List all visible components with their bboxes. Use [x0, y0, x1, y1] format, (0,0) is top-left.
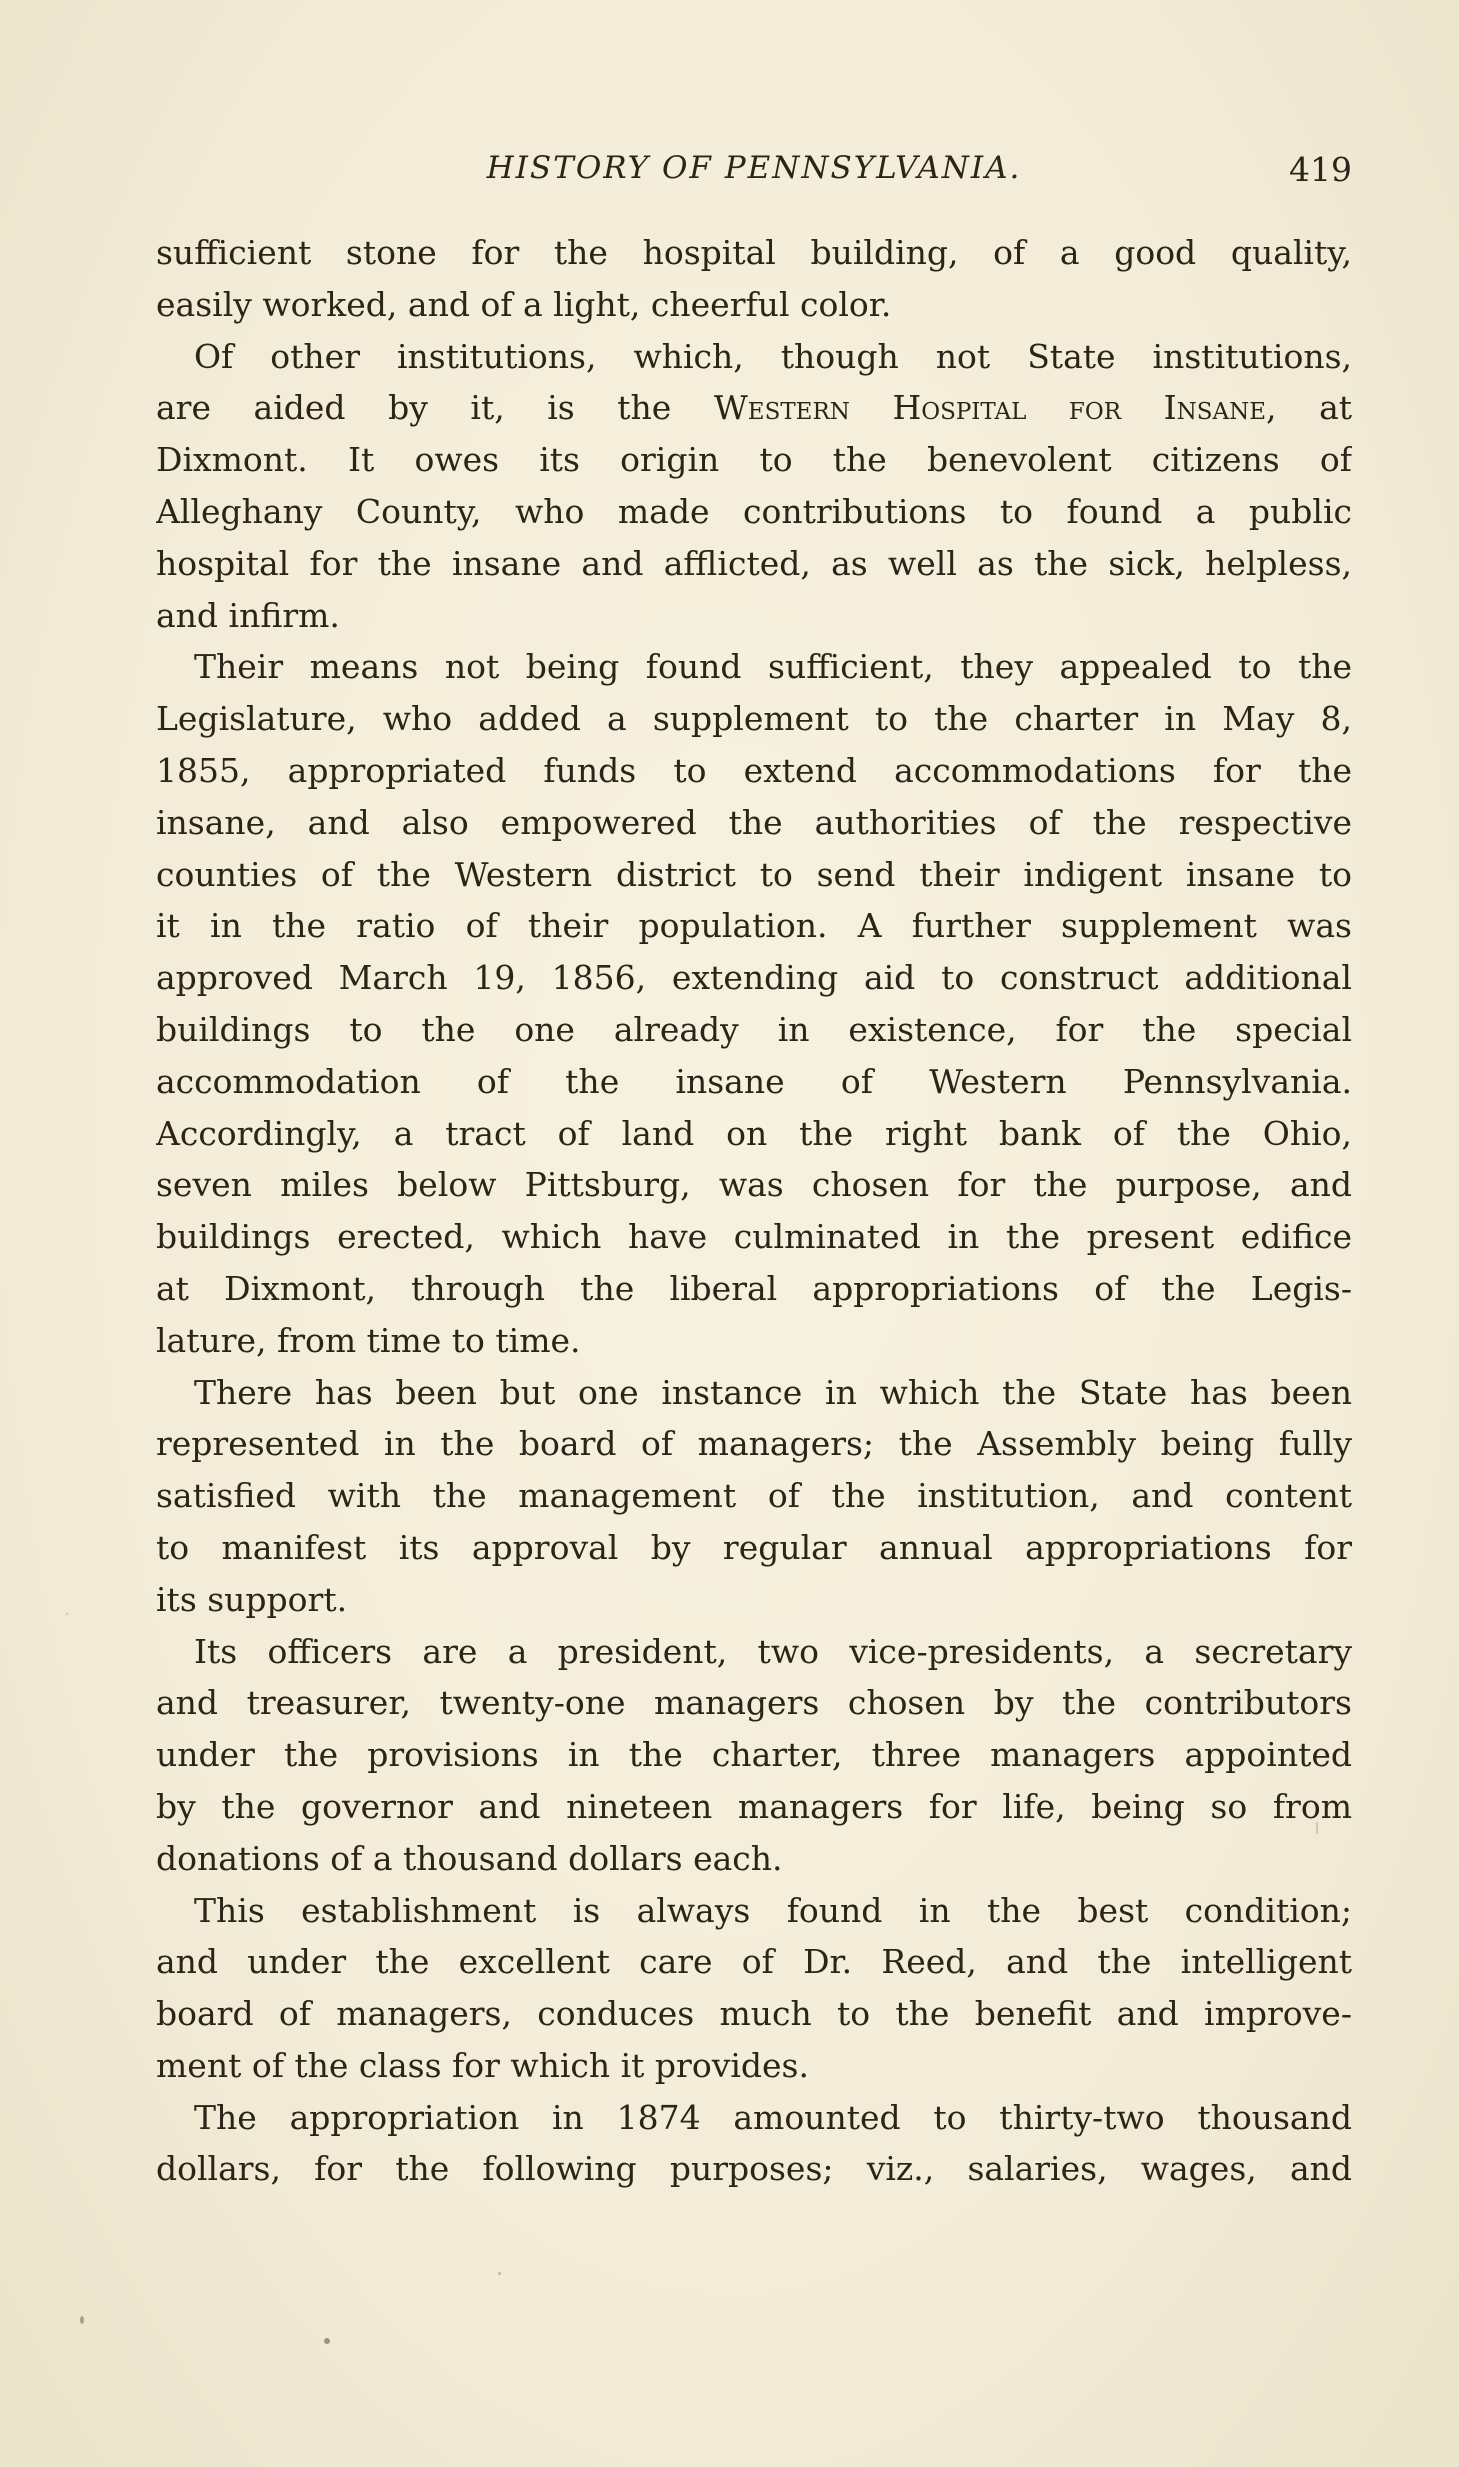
- text-line: and infirm.: [156, 595, 340, 635]
- text-line: The appropriation in 1874 amounted to thirty-two thousand: [194, 2097, 1352, 2137]
- text-line: buildings to the one already in existence, for the special: [156, 1009, 1352, 1049]
- paper-speck: [80, 2316, 84, 2324]
- text-line: at Dixmont, through the liberal appropriations of the Legis-: [156, 1268, 1352, 1308]
- text-line: are aided by it, is the Western Hospital for Insane, at: [156, 388, 1352, 428]
- text-line: and treasurer, twenty-one managers chosen by the contributors: [156, 1683, 1352, 1723]
- page-number: 419: [1289, 150, 1352, 189]
- text-line: approved March 19, 1856, extending aid to construct additional: [156, 958, 1352, 998]
- text-line: board of managers, conduces much to the benefit and improve-: [156, 1994, 1352, 2034]
- text-line: hospital for the insane and afflicted, as well as the sick, helpless,: [156, 543, 1352, 583]
- text-line: insane, and also empowered the authorities of the respective: [156, 802, 1352, 842]
- text-line: 1855, appropriated funds to extend accommodations for the: [156, 750, 1352, 790]
- text-line: to manifest its approval by regular annual appropriations for: [156, 1527, 1352, 1567]
- text-line: donations of a thousand dollars each.: [156, 1838, 783, 1878]
- paper-speck: [1316, 1822, 1318, 1834]
- text-line: seven miles below Pittsburg, was chosen for the purpose, and: [156, 1165, 1352, 1205]
- text-line: sufficient stone for the hospital building, of a good quality,: [156, 233, 1352, 272]
- text-line: Alleghany County, who made contributions to found a public: [156, 491, 1352, 531]
- text-line: it in the ratio of their population. A further supplement was: [156, 906, 1352, 946]
- text-line: easily worked, and of a light, cheerful color.: [156, 284, 892, 324]
- text-line: Its officers are a president, two vice-presidents, a secretary: [194, 1631, 1352, 1671]
- text-line: satisfied with the management of the institution, and content: [156, 1476, 1352, 1516]
- paper-speck: [498, 2272, 501, 2275]
- text-line: buildings erected, which have culminated in the present edifice: [156, 1217, 1352, 1257]
- text-line: Dixmont. It owes its origin to the benevolent citizens of: [156, 440, 1352, 480]
- text-line: its support.: [156, 1579, 348, 1619]
- text-line: Legislature, who added a supplement to the charter in May 8,: [156, 699, 1352, 739]
- text-line: dollars, for the following purposes; viz., salaries, wages, and: [156, 2149, 1352, 2189]
- paper-speck: [324, 2338, 330, 2344]
- body-text: [156, 227, 1352, 2195]
- text-line: represented in the board of managers; the Assembly being fully: [156, 1424, 1352, 1464]
- text-line: Accordingly, a tract of land on the right bank of the Ohio,: [156, 1113, 1352, 1153]
- text-line: by the governor and nineteen managers for life, being so from: [156, 1786, 1352, 1826]
- running-head: HISTORY OF PENNSYLVANIA.: [486, 150, 1022, 186]
- page-header: [156, 150, 1352, 190]
- text-line: accommodation of the insane of Western Pennsylvania.: [156, 1061, 1352, 1101]
- paper-speck: [66, 1613, 68, 1615]
- text-line: counties of the Western district to send their indigent insane to: [156, 854, 1352, 894]
- text-line: ment of the class for which it provides.: [156, 2045, 809, 2085]
- text-line: lature, from time to time.: [156, 1320, 581, 1360]
- text-line: Of other institutions, which, though not State institutions,: [194, 336, 1352, 376]
- text-line: Their means not being found sufficient, they appealed to the: [194, 647, 1352, 687]
- text-line: under the provisions in the charter, three managers appointed: [156, 1735, 1352, 1775]
- text-line: There has been but one instance in which the State has been: [194, 1372, 1352, 1412]
- text-line: This establishment is always found in the best condition;: [194, 1890, 1352, 1930]
- text-line: and under the excellent care of Dr. Reed, and the intelligent: [156, 1942, 1352, 1982]
